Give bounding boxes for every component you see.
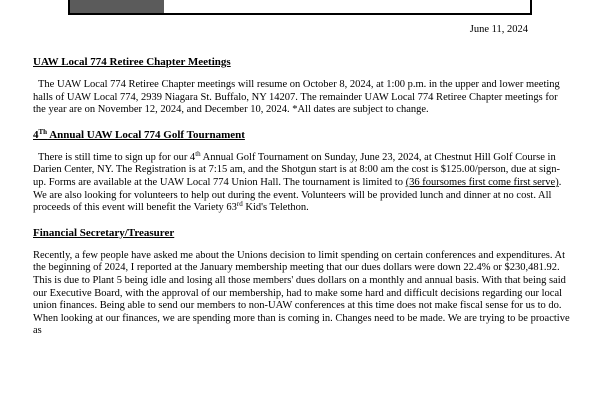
financial-paragraph: Recently, a few people have asked me about the Unions decision to limit spending on certain conferences and expenditures. At the beginning of 2024, I reported at the January membership meeting that our dues dollars were down 22.4% or $230,481.92. This is due to Plant 5 being idle and losing all those members' dues dollars on a monthly and annual basis. With that being said our Executive Board, with the approval of our membership, had to make some hard and difficult decisions regarding our local union finances. Being able to send our members to non-UAW conferences at this time does not make fiscal sense for us to do. When looking at our finances, we are spending more than is coming in. Changes need to be made. We are trying to be proactive as (33, 249, 570, 337)
golf-heading-superscript: Th (38, 127, 48, 136)
meetings-heading: UAW Local 774 Retiree Chapter Meetings (33, 56, 231, 68)
document-body (33, 56, 573, 350)
golf-text-3: . We are also looking for volunteers to help out during the event. Volunteers will be provided lunch and dinner at no cost. All proceeds of this event will benefit the Variety 63 (33, 176, 562, 214)
golf-text-1: There is still time to sign up for our 4 (38, 151, 196, 163)
meetings-paragraph: The UAW Local 774 Retiree Chapter meetings will resume on October 8, 2024, at 1:00 p.m. in the upper and lower meeting halls of UAW Local 774, 2939 Niagara St. Buffalo, NY 14207. The remainder UAW Local 774 Retiree Chapter meetings for the year are on November 12, 2024, and December 10, 2024. *All dates are subject to change. (33, 79, 560, 116)
golf-foursomes-limit: (36 foursomes first come first serve) (405, 176, 559, 188)
golf-sup-2: rd (236, 200, 243, 209)
header-banner-dark-panel (70, 0, 164, 13)
financial-heading: Financial Secretary/Treasurer (33, 226, 175, 239)
golf-sup-1: th (195, 149, 201, 158)
golf-heading (33, 129, 573, 142)
golf-paragraph (33, 149, 573, 215)
header-banner (68, 0, 532, 15)
golf-heading-number: 4 (33, 128, 39, 141)
golf-text-4: Kid's Telethon. (242, 202, 309, 214)
document-date: June 11, 2024 (469, 24, 528, 35)
golf-heading-text: Annual UAW Local 774 Golf Tournament (47, 128, 245, 141)
golf-text-2: Annual Golf Tournament on Sunday, June 23, 2024, at Chestnut Hill Golf Course in Darien Center, NY. The Registration is at 7:15 am, and the Shotgun start is at 8:00 am the cost is $125.00/person, due at sign-up. Forms are available at the UAW Local 774 Union Hall. The tournament is limited to (33, 151, 561, 188)
